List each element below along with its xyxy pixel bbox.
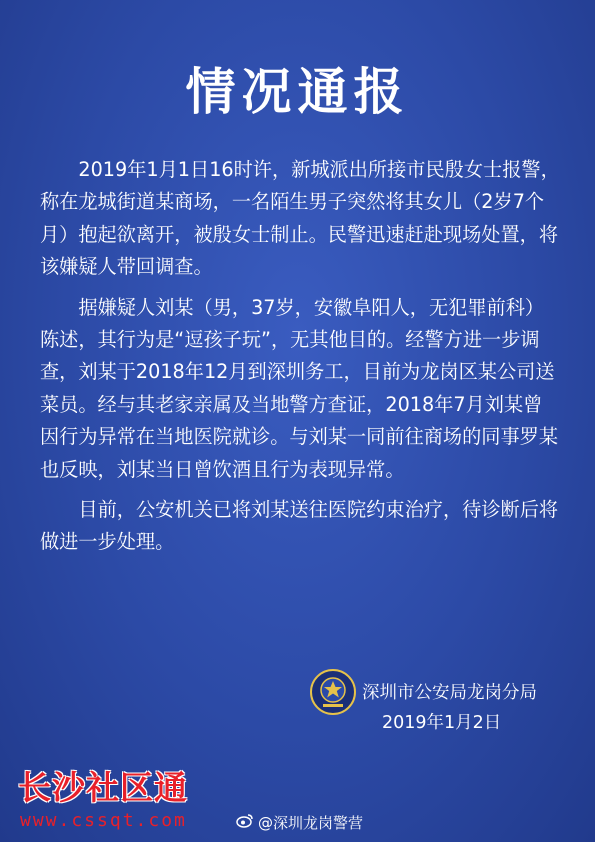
weibo-icon (236, 813, 254, 832)
watermark-logo: 长沙社区通 (18, 768, 188, 807)
police-emblem-icon (309, 668, 357, 716)
signature-block (362, 678, 537, 738)
weibo-handle (236, 812, 363, 833)
paragraph-status: 目前，公安机关已将刘某送往医院约束治疗，待诊断后将做进一步处理。 (40, 498, 559, 554)
watermark-url: www.cssqt.com (20, 810, 187, 831)
signature-org: 深圳市公安局龙岗分局 (362, 683, 537, 703)
paragraph-investigation: 据嫌疑人刘某（男，37岁，安徽阜阳人，无犯罪前科）陈述，其行为是“逗孩子玩”，无其他目的。经警方进一步调查，刘某于2018年12月到深圳务工，目前为龙岗区某公司送菜员。经与其老家亲属及当地警方查证，2018年7月刘某曾因行为异常在当地医院就诊。与刘某一同前往商场的同事罗某也反映，刘某当日曾饮酒且行为表现异常。 (40, 295, 559, 481)
paragraph-incident: 2019年1月1日16时许，新城派出所接市民殷女士报警，称在龙城街道某商场，一名陌生男子突然将其女儿（2岁7个月）抱起欲离开，被殷女士制止。民警迅速赶赴现场处置，将该嫌疑人带回调查。 (40, 158, 560, 279)
signature-date: 2019年1月2日 (382, 713, 502, 733)
page-title: 情况通报 (185, 63, 410, 121)
weibo-handle-text: @深圳龙岗警营 (258, 814, 364, 832)
notice-body (40, 154, 560, 567)
